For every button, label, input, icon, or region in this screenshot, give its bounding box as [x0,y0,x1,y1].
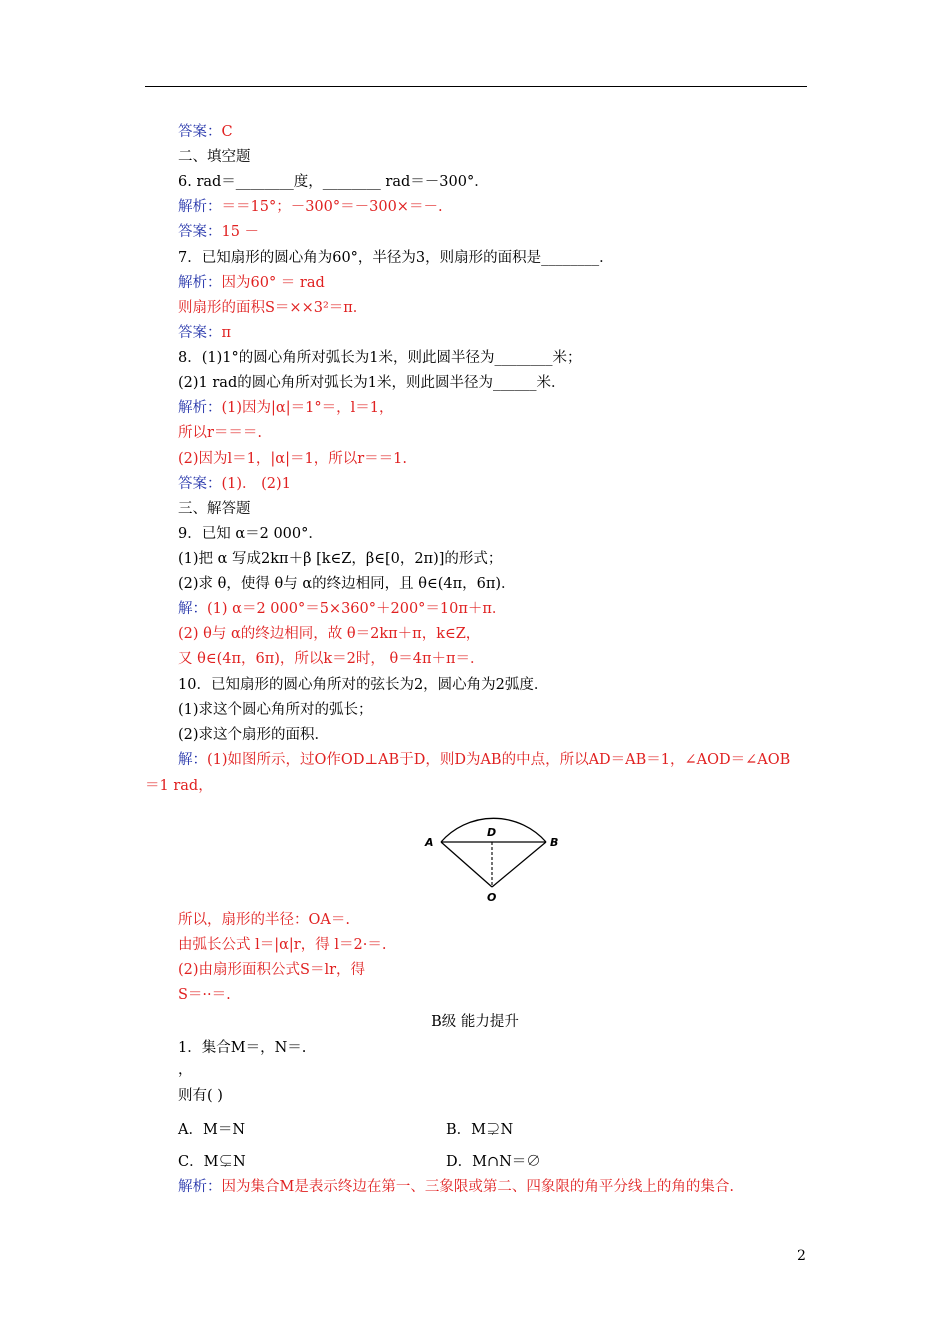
radius-ob [492,842,546,887]
b-analysis-1: 解析：因为集合M是表示终边在第一、三象限或第二、四象限的角平分线上的角的集合. [178,1179,734,1195]
section-solve: 三、解答题 [178,501,251,517]
solution-10-radius: 所以，扇形的半径：OA＝. [178,912,350,928]
b-options-ab [178,1120,778,1140]
sector-figure [420,800,560,908]
section-fill-blank: 二、填空题 [178,149,251,165]
analysis-8-part2: (2)因为l＝1，|α|＝1，所以r＝＝1. [178,451,407,467]
analysis-8-radius: 所以r＝＝＝. [178,425,263,441]
option-a: A．M＝N [178,1122,246,1138]
question-7: 7．已知扇形的圆心角为60°，半径为3，则扇形的面积是________． [178,250,614,266]
analysis-8: 解析：(1)因为|α|＝1°＝，l＝1， [178,400,394,416]
b-options-cd [178,1152,778,1172]
option-b: B．M⊋N [446,1122,514,1138]
question-8-2: (2)1 rad的圆心角所对弧长为1米，则此圆半径为______米． [178,375,566,391]
answer-6: 答案：15 － [178,224,260,240]
solution-9-3: 又 θ∈(4π，6π)，所以k＝2时， θ＝4π＋π＝． [178,651,485,667]
question-9-2: (2)求 θ，使得 θ与 α的终边相同，且 θ∈(4π，6π)． [178,576,516,592]
label-d: D [487,826,497,839]
answer-5: 答案：C [178,124,233,140]
solution-9-2: (2) θ与 α的终边相同，故 θ＝2kπ＋π，k∈Z， [178,626,481,642]
b-question-1: 1．集合M＝，N＝. [178,1040,307,1056]
label-a: A [425,836,434,849]
radius-oa [441,842,492,887]
solution-10-area: S＝··＝. [178,987,231,1003]
question-9: 9．已知 α＝2 000°． [178,526,323,542]
option-c: C．M⊊N [178,1154,246,1170]
solution-9-1: 解：(1) α＝2 000°＝5×360°＋200°＝10π＋π． [178,601,507,617]
analysis-7: 解析：因为60° ＝ rad [178,275,325,291]
section-b-title: B级 能力提升 [431,1014,519,1030]
question-9-1: (1)把 α 写成2kπ＋β [k∈Z，β∈[0，2π)]的形式； [178,551,503,567]
option-d: D．M∩N＝∅ [446,1154,541,1170]
analysis-6: 解析：＝＝15°；－300°＝－300×＝－. [178,199,443,215]
label-o: O [487,891,497,904]
solution-10-1-cont: ＝1 rad， [145,778,213,794]
header-rule [145,86,807,87]
solution-10-arc: 由弧长公式 l＝|α|r，得 l＝2·＝. [178,937,387,953]
page-number: 2 [797,1248,806,1264]
answer-8: 答案：(1)． (2)1 [178,476,291,492]
question-6: 6. rad＝________度，________ rad＝－300°． [178,174,489,190]
answer-7: 答案：π [178,325,232,341]
question-10-1: (1)求这个圆心角所对的弧长； [178,702,373,718]
b-question-1-then: 则有( ) [178,1088,223,1104]
solution-10-2: (2)由扇形面积公式S＝lr，得 [178,962,366,978]
label-b: B [550,836,559,849]
b-question-1-comma: ， [178,1062,193,1078]
solution-10-1: 解：(1)如图所示，过O作OD⊥AB于D，则D为AB的中点，所以AD＝AB＝1，∠AOD＝∠AOB [178,752,791,768]
analysis-7-area: 则扇形的面积S＝××3²＝π． [178,300,368,316]
question-10-2: (2)求这个扇形的面积． [178,727,330,743]
question-8-1: 8．(1)1°的圆心角所对弧长为1米，则此圆半径为________米； [178,350,582,366]
question-10: 10．已知扇形的圆心角所对的弦长为2，圆心角为2弧度． [178,677,549,693]
